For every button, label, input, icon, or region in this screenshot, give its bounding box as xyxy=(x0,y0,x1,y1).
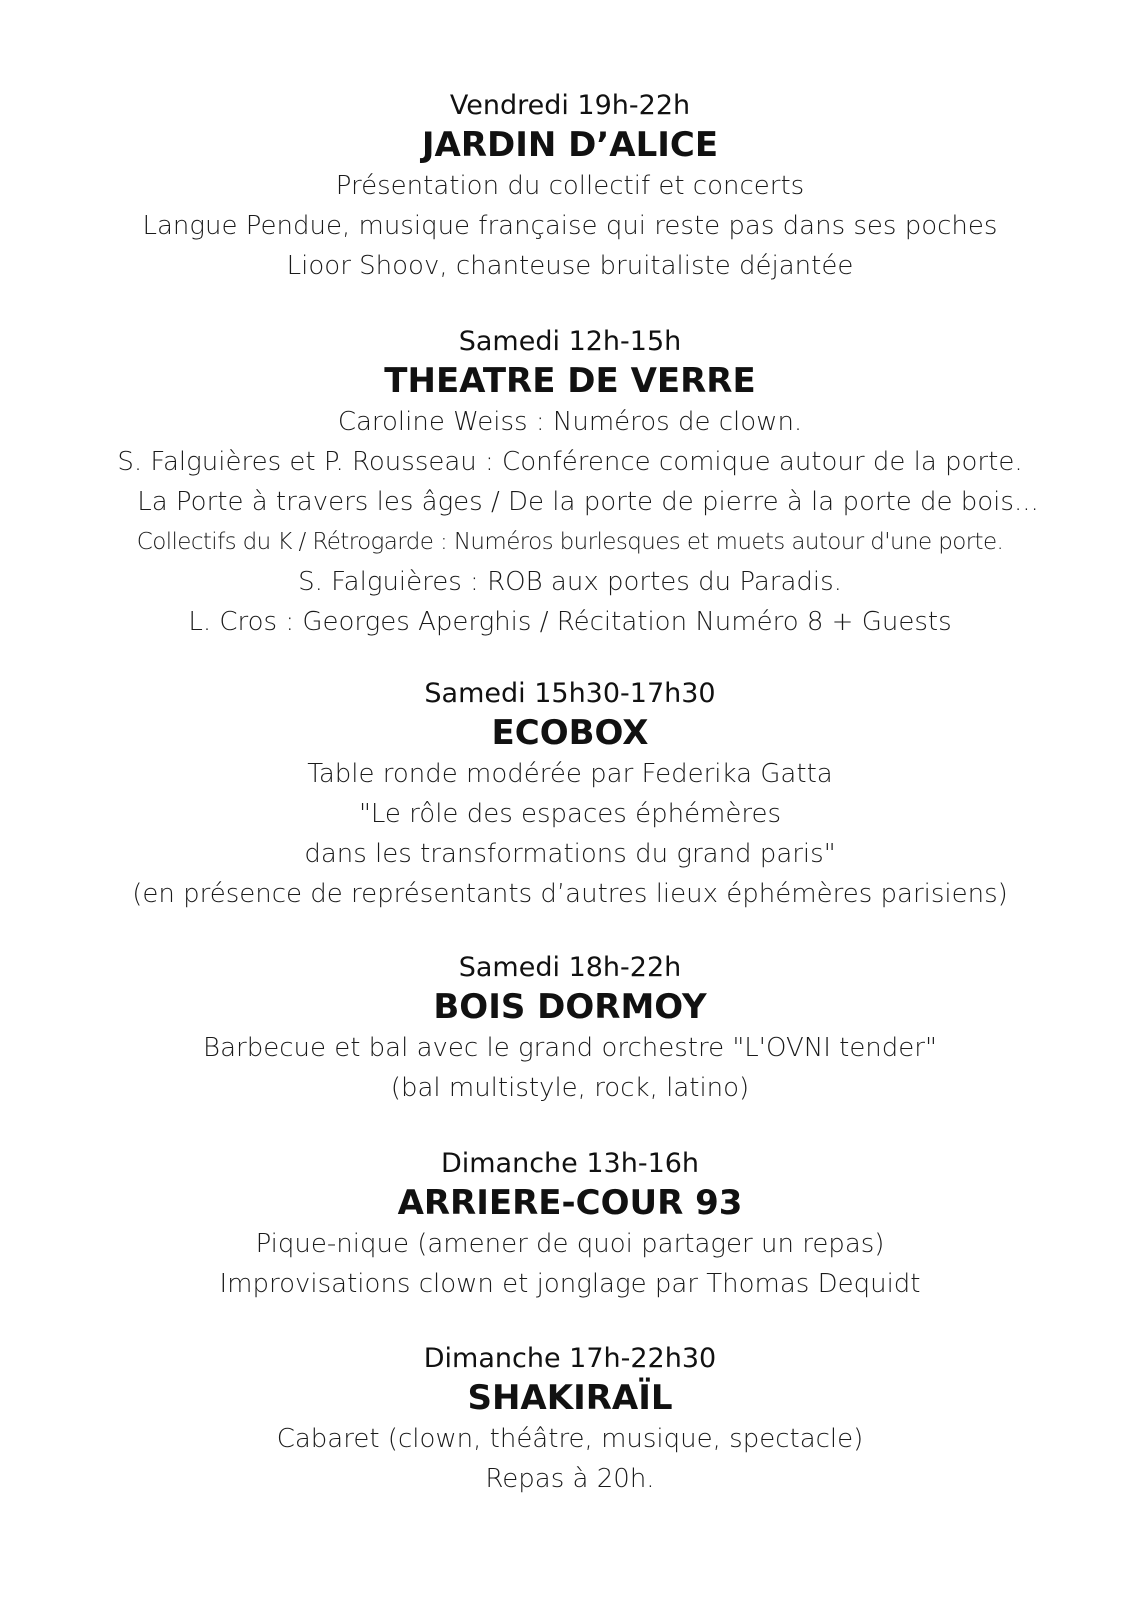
event-venue: SHAKIRAÏL xyxy=(467,1378,673,1418)
event-line: dans les transformations du grand paris" xyxy=(304,839,836,869)
event-bois-dormoy xyxy=(0,950,1140,1108)
event-line: "Le rôle des espaces éphémères xyxy=(358,799,782,829)
event-venue: JARDIN D’ALICE xyxy=(421,125,719,165)
event-line: La Porte à travers les âges / De la porte de pierre à la porte de bois... xyxy=(137,487,1039,517)
event-line: (en présence de représentants d’autres lieux éphémères parisiens) xyxy=(132,879,1008,909)
event-line: Improvisations clown et jonglage par Thomas Dequidt xyxy=(219,1269,921,1299)
event-time: Vendredi 19h-22h xyxy=(449,90,691,121)
event-line: Cabaret (clown, théâtre, musique, spectacle) xyxy=(276,1424,864,1454)
event-line: Barbecue et bal avec le grand orchestre "L'OVNI tender" xyxy=(203,1033,937,1063)
event-time: Samedi 15h30-17h30 xyxy=(424,678,716,709)
event-line: Table ronde modérée par Federika Gatta xyxy=(307,759,833,789)
event-line: Présentation du collectif et concerts xyxy=(335,171,805,201)
event-time: Samedi 18h-22h xyxy=(458,952,682,983)
event-venue: THEATRE DE VERRE xyxy=(384,361,756,401)
event-theatre-de-verre xyxy=(0,324,1140,642)
event-line: Collectifs du K / Rétrogarde : Numéros burlesques et muets autour d'une porte. xyxy=(136,529,1004,555)
event-line: S. Falguières et P. Rousseau : Conférence comique autour de la porte. xyxy=(117,447,1023,477)
event-time: Dimanche 17h-22h30 xyxy=(423,1343,717,1374)
event-time: Dimanche 13h-16h xyxy=(440,1148,700,1179)
event-arriere-cour-93 xyxy=(0,1146,1140,1304)
event-line: L. Cros : Georges Aperghis / Récitation Numéro 8 + Guests xyxy=(188,607,952,637)
event-venue: ARRIERE-COUR 93 xyxy=(397,1183,743,1223)
event-jardin-dalice xyxy=(0,88,1140,286)
event-line: Repas à 20h. xyxy=(485,1464,655,1494)
event-ecobox xyxy=(0,676,1140,914)
event-line: Lioor Shoov, chanteuse bruitaliste déjantée xyxy=(286,251,854,281)
event-line: Pique-nique (amener de quoi partager un repas) xyxy=(255,1229,885,1259)
event-line: Caroline Weiss : Numéros de clown. xyxy=(337,407,803,437)
event-time: Samedi 12h-15h xyxy=(458,326,682,357)
event-line: S. Falguières : ROB aux portes du Paradis. xyxy=(298,567,842,597)
event-venue: ECOBOX xyxy=(491,713,649,753)
event-line: Langue Pendue, musique française qui reste pas dans ses poches xyxy=(142,211,998,241)
event-shakirail xyxy=(0,1341,1140,1499)
event-line: (bal multistyle, rock, latino) xyxy=(390,1073,750,1103)
event-venue: BOIS DORMOY xyxy=(433,987,707,1027)
